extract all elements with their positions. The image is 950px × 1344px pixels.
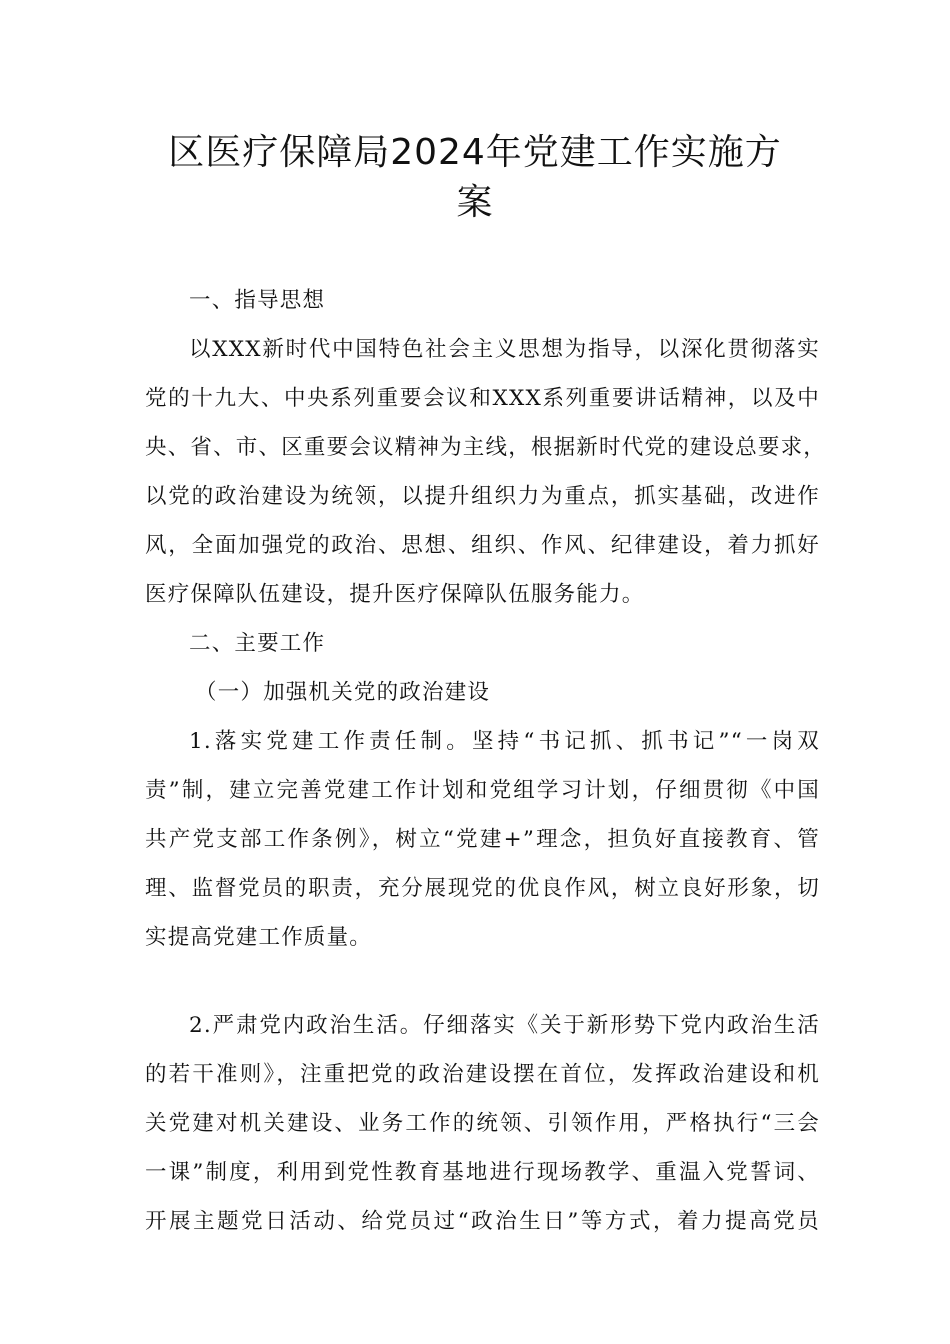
paragraph-guiding-ideology — [145, 331, 827, 625]
title-line-1: 区医疗保障局2024年党建工作实施方 — [168, 132, 782, 173]
section-heading-main-work: 二、主要工作 — [189, 631, 326, 656]
title-line-2: 案 — [456, 182, 494, 223]
paragraph-line: 关党建对机关建设、业务工作的统领、引领作用，严格执行“三会 — [145, 1111, 820, 1136]
paragraph-political-life — [145, 1007, 820, 1252]
paragraph-line: 以党的政治建设为统领，以提升组织力为重点，抓实基础，改进作 — [145, 484, 820, 509]
paragraph-line: 的若干准则》，注重把党的政治建设摆在首位，发挥政治建设和机 — [145, 1062, 820, 1087]
paragraph-party-responsibility — [145, 723, 820, 968]
paragraph-line: 责”制，建立完善党建工作计划和党组学习计划，仔细贯彻《中国 — [145, 778, 820, 803]
paragraph-line: 以XXX新时代中国特色社会主义思想为指导，以深化贯彻落实 — [189, 337, 820, 362]
paragraph-line: 央、省、市、区重要会议精神为主线，根据新时代党的建设总要求， — [145, 435, 827, 460]
section-heading-guiding-ideology: 一、指导思想 — [189, 288, 326, 313]
paragraph-spacer — [145, 968, 820, 1007]
paragraph-line: 风，全面加强党的政治、思想、组织、作风、纪律建设，着力抓好 — [145, 533, 820, 558]
paragraph-line: 理、监督党员的职责，充分展现党的优良作风，树立良好形象，切 — [145, 876, 820, 901]
paragraph-line: 一课”制度，利用到党性教育基地进行现场教学、重温入党誓词、 — [145, 1160, 820, 1185]
paragraph-line: 实提高党建工作质量。 — [145, 925, 373, 950]
subsection-heading-political-building: （一）加强机关党的政治建设 — [195, 680, 491, 705]
paragraph-line: 1.落实党建工作责任制。坚持“书记抓、抓书记”“一岗双 — [189, 729, 820, 754]
paragraph-line: 党的十九大、中央系列重要会议和XXX系列重要讲话精神，以及中 — [145, 386, 820, 411]
paragraph-line: 2.严肃党内政治生活。仔细落实《关于新形势下党内政治生活 — [189, 1013, 820, 1038]
paragraph-line: 医疗保障队伍建设，提升医疗保障队伍服务能力。 — [145, 582, 645, 607]
paragraph-line: 共产党支部工作条例》，树立“党建+”理念，担负好直接教育、管 — [145, 827, 820, 852]
document-body — [145, 282, 827, 1252]
document-title — [120, 128, 830, 228]
paragraph-line: 开展主题党日活动、给党员过“政治生日”等方式，着力提高党员 — [145, 1209, 820, 1234]
